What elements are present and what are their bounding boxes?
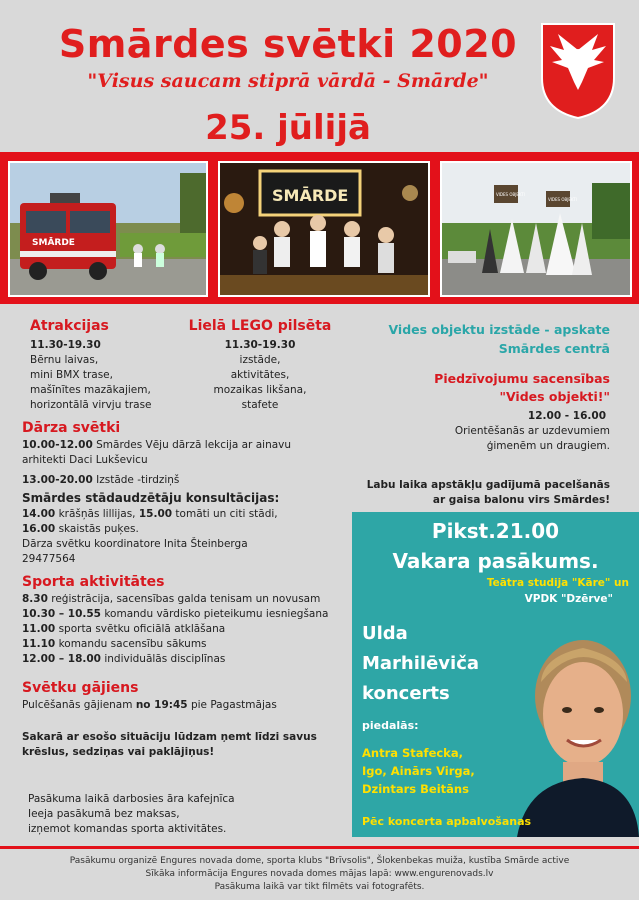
balloon-line-2: ar gaisa balonu virs Smārdes! (432, 494, 610, 506)
lego-line: aktivitātes, (230, 369, 290, 381)
sports-time: 10.30 – 10.55 (22, 608, 101, 620)
gajiens-pre: Pulcēšanās gājienam (22, 699, 133, 711)
evening-title: Vakara pasākums. (392, 549, 599, 573)
consult-time-1: 14.00 (22, 508, 56, 520)
stage-label: SMĀRDE (272, 186, 349, 205)
sports-time: 11.10 (22, 638, 56, 650)
photo-band (0, 152, 639, 304)
concert-line-1: Ulda (362, 623, 408, 644)
piedzivojumu-line-1: Orientēšanās ar uzdevumiem (454, 425, 610, 437)
darza-time-2: 13.00-20.00 (22, 474, 93, 486)
poster-date: 25. jūlijā (205, 108, 371, 148)
stage-photo (218, 161, 430, 297)
balloon-line-1: Labu laika apstākļu gadījumā pacelšanās (366, 479, 610, 491)
poster-title: Smārdes svētki 2020 (58, 22, 518, 66)
gajiens-heading: Svētku gājiens (22, 680, 139, 696)
notice-line-1: Sakarā ar esošo situāciju lūdzam ņemt līdzi savus (22, 731, 317, 743)
piedzivojumu-line-2: ģimenēm un draugiem. (486, 440, 610, 452)
piedzivojumu-section (350, 370, 610, 454)
sports-time: 8.30 (22, 593, 48, 605)
consult-text-3: skaistās puķes. (58, 523, 139, 535)
notice-line-2: krēslus, sedziņas vai paklājiņus! (22, 746, 215, 758)
lego-line: mozaikas likšana, (213, 384, 307, 396)
award-line: Pēc koncerta apbalvošanas (362, 815, 532, 828)
consult-time-3: 16.00 (22, 523, 56, 535)
piedzivojumu-subheading: "Vides objekti!" (499, 389, 610, 404)
vides-line-1: Vides objektu izstāde - apskate (388, 322, 610, 337)
darza-text-1: Smārdes Vēju dārzā lekcija ar ainavu (96, 439, 292, 451)
lego-line: stafete (241, 399, 279, 411)
footer (0, 846, 639, 900)
costume-parade-photo (440, 161, 632, 297)
participants-label: piedalās: (362, 719, 419, 732)
sports-time: 12.00 – 18.00 (22, 653, 101, 665)
sports-text: komandu vārdisko pieteikumu iesniegšana (104, 608, 329, 620)
concert-line-3: koncerts (362, 683, 450, 704)
notice-section (22, 730, 352, 760)
atrakcijas-line: Bērnu laivas, (30, 354, 99, 366)
atrakcijas-section (30, 318, 190, 413)
sports-section (22, 574, 352, 667)
gajiens-time: no 19:45 (135, 699, 188, 711)
darza-phone: 29477564 (22, 553, 76, 565)
cafe-line-1: Pasākuma laikā darbosies āra kafejnīca (28, 793, 235, 805)
participant-3: Dzintars Beitāns (362, 782, 469, 796)
gajiens-section (22, 680, 352, 713)
lego-section (180, 318, 340, 413)
atrakcijas-line: horizontālā virvju trase (30, 399, 152, 411)
cafe-line-2: Ieeja pasākumā bez maksas, (28, 808, 180, 820)
gajiens-post: pie Pagastmājas (190, 699, 277, 711)
darza-coordinator: Dārza svētku koordinatore Inita Šteinberga (22, 538, 248, 550)
cafe-line-3: izņemot komandas sporta aktivitātes. (28, 823, 227, 835)
sports-text: individuālās disciplīnas (104, 653, 226, 665)
evening-time: Pikst.21.00 (431, 519, 560, 543)
sports-heading: Sporta aktivitātes (22, 574, 165, 590)
studio-line-2: VPDK "Dzērve" (524, 593, 613, 605)
sports-time: 11.00 (22, 623, 56, 635)
vides-section (350, 320, 610, 358)
consult-text-2: tomāti un citi stādi, (175, 508, 278, 520)
footer-line-2: Sīkāka informācija Engures novada domes mājas lapā: www.engurenovads.lv (145, 869, 494, 879)
vides-line-2: Smārdes centrā (498, 341, 610, 356)
lego-heading: Lielā LEGO pilsēta (188, 318, 332, 334)
atrakcijas-heading: Atrakcijas (30, 318, 109, 334)
participant-2: Igo, Ainārs Virga, (362, 764, 475, 778)
cafe-section (28, 792, 348, 837)
darza-time-1: 10.00-12.00 (22, 439, 93, 451)
singer-portrait (517, 622, 639, 837)
lego-line: izstāde, (239, 354, 281, 366)
consultations-heading: Smārdes stādaudzētāju konsultācijas: (22, 491, 280, 505)
sports-text: reģistrācija, sacensības galda tenisam un novusam (51, 593, 321, 605)
atrakcijas-line: mašīnītes mazākajiem, (30, 384, 151, 396)
consult-time-2: 15.00 (138, 508, 173, 520)
fire-truck-photo (8, 161, 208, 297)
footer-line-1: Pasākumu organizē Engures novada dome, sporta klubs "Brīvsolis", Šlokenbekas muiža, kustība Smārde active (69, 856, 570, 866)
footer-line-3: Pasākuma laikā var tikt filmēts vai fotografēts. (214, 882, 425, 892)
poster-subtitle: "Visus saucam stiprā vārdā - Smārde" (87, 70, 489, 92)
piedzivojumu-time: 12.00 - 16.00 (527, 410, 606, 422)
sign-1: VIDES OBJEKTI (496, 192, 525, 197)
truck-label: SMĀRDE (32, 238, 75, 248)
piedzivojumu-heading: Piedzīvojumu sacensības (434, 371, 610, 386)
sports-text: sporta svētku oficiālā atklāšana (58, 623, 226, 635)
consult-text-1: krāšņās lillijas, (58, 508, 136, 520)
darza-heading: Dārza svētki (22, 420, 121, 436)
lego-time: 11.30-19.30 (224, 339, 296, 351)
atrakcijas-time: 11.30-19.30 (30, 339, 101, 351)
darza-text-2: Izstāde -tirdziņš (96, 474, 180, 486)
studio-line-1: Teātra studija "Kāre" un (486, 577, 629, 589)
participant-1: Antra Stafecka, (362, 746, 463, 760)
darza-section (22, 420, 352, 567)
sports-text: komandu sacensību sākums (58, 638, 207, 650)
coat-of-arms-icon (538, 20, 618, 120)
evening-box (352, 512, 639, 837)
atrakcijas-line: mini BMX trase, (30, 369, 113, 381)
sign-2: VIDES OBJEKTI (548, 197, 577, 202)
concert-line-2: Marhilēviča (362, 653, 480, 674)
darza-text-1b: arhitekti Daci Lukševicu (22, 454, 148, 466)
balloon-notice (340, 478, 610, 508)
